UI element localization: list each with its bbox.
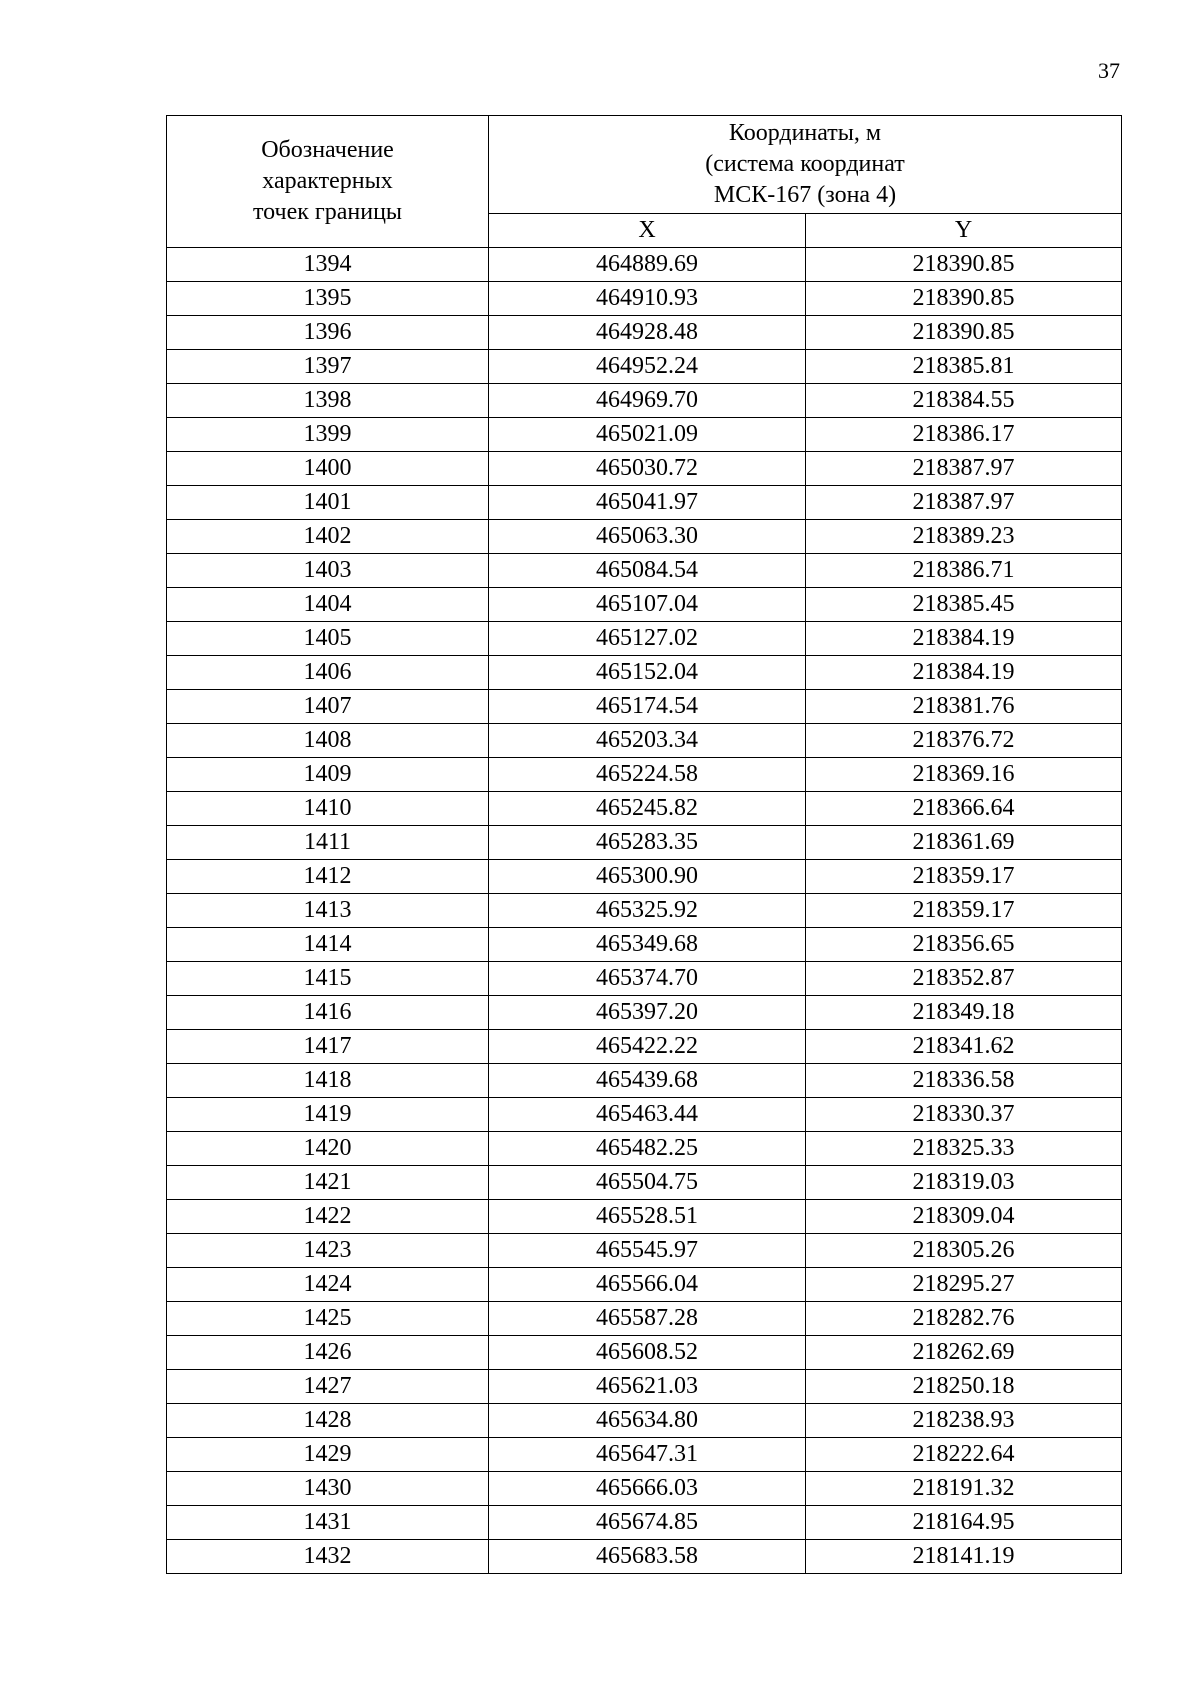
point-id-cell: 1410	[167, 792, 489, 826]
x-coordinate-cell: 465152.04	[489, 656, 806, 690]
point-id-cell: 1402	[167, 520, 489, 554]
designation-header	[167, 116, 489, 248]
y-coordinate-cell: 218359.17	[806, 894, 1122, 928]
point-id-cell: 1397	[167, 350, 489, 384]
point-id-cell: 1396	[167, 316, 489, 350]
point-id-cell: 1432	[167, 1540, 489, 1574]
x-coordinate-cell: 465325.92	[489, 894, 806, 928]
y-coordinate-cell: 218295.27	[806, 1268, 1122, 1302]
table-row	[167, 1200, 1122, 1234]
point-id-cell: 1421	[167, 1166, 489, 1200]
table-row	[167, 282, 1122, 316]
table-row	[167, 350, 1122, 384]
table-row	[167, 316, 1122, 350]
x-coordinate-cell: 465349.68	[489, 928, 806, 962]
y-coordinate-cell: 218387.97	[806, 486, 1122, 520]
y-coordinate-cell: 218366.64	[806, 792, 1122, 826]
designation-header-line: Обозначение	[261, 137, 394, 163]
coordinates-header-line: МСК-167 (зона 4)	[713, 182, 897, 208]
y-coordinate-cell: 218141.19	[806, 1540, 1122, 1574]
y-coordinate-cell: 218384.19	[806, 622, 1122, 656]
table-row	[167, 894, 1122, 928]
table-row	[167, 452, 1122, 486]
table-row	[167, 588, 1122, 622]
y-coordinate-cell: 218385.45	[806, 588, 1122, 622]
x-coordinate-cell: 465683.58	[489, 1540, 806, 1574]
point-id-cell: 1406	[167, 656, 489, 690]
y-coordinate-cell: 218250.18	[806, 1370, 1122, 1404]
y-coordinate-cell: 218309.04	[806, 1200, 1122, 1234]
point-id-cell: 1426	[167, 1336, 489, 1370]
y-column-header: Y	[806, 214, 1122, 248]
coordinates-table	[166, 115, 1122, 1574]
y-coordinate-cell: 218376.72	[806, 724, 1122, 758]
point-id-cell: 1418	[167, 1064, 489, 1098]
x-coordinate-cell: 465608.52	[489, 1336, 806, 1370]
table-row	[167, 1030, 1122, 1064]
table-row	[167, 1336, 1122, 1370]
y-coordinate-cell: 218222.64	[806, 1438, 1122, 1472]
point-id-cell: 1422	[167, 1200, 489, 1234]
point-id-cell: 1428	[167, 1404, 489, 1438]
table-row	[167, 826, 1122, 860]
designation-header-line: точек границы	[252, 199, 403, 225]
x-coordinate-cell: 465463.44	[489, 1098, 806, 1132]
table-row	[167, 486, 1122, 520]
x-coordinate-cell: 465545.97	[489, 1234, 806, 1268]
table-row	[167, 248, 1122, 282]
table-row	[167, 792, 1122, 826]
y-coordinate-cell: 218386.71	[806, 554, 1122, 588]
x-coordinate-cell: 465674.85	[489, 1506, 806, 1540]
y-coordinate-cell: 218282.76	[806, 1302, 1122, 1336]
x-coordinate-cell: 465621.03	[489, 1370, 806, 1404]
table-row	[167, 1064, 1122, 1098]
x-column-header: X	[489, 214, 806, 248]
table-row	[167, 758, 1122, 792]
x-coordinate-cell: 465283.35	[489, 826, 806, 860]
point-id-cell: 1395	[167, 282, 489, 316]
table-row	[167, 1234, 1122, 1268]
point-id-cell: 1423	[167, 1234, 489, 1268]
point-id-cell: 1401	[167, 486, 489, 520]
x-coordinate-cell: 464928.48	[489, 316, 806, 350]
y-coordinate-cell: 218361.69	[806, 826, 1122, 860]
point-id-cell: 1424	[167, 1268, 489, 1302]
x-coordinate-cell: 465666.03	[489, 1472, 806, 1506]
coordinates-header-line: Координаты, м	[728, 120, 882, 146]
x-coordinate-cell: 465482.25	[489, 1132, 806, 1166]
x-coordinate-cell: 464969.70	[489, 384, 806, 418]
x-coordinate-cell: 465245.82	[489, 792, 806, 826]
table-row	[167, 962, 1122, 996]
x-coordinate-cell: 465422.22	[489, 1030, 806, 1064]
y-coordinate-cell: 218349.18	[806, 996, 1122, 1030]
point-id-cell: 1430	[167, 1472, 489, 1506]
point-id-cell: 1431	[167, 1506, 489, 1540]
x-coordinate-cell: 465030.72	[489, 452, 806, 486]
point-id-cell: 1408	[167, 724, 489, 758]
y-coordinate-cell: 218387.97	[806, 452, 1122, 486]
point-id-cell: 1429	[167, 1438, 489, 1472]
point-id-cell: 1403	[167, 554, 489, 588]
point-id-cell: 1417	[167, 1030, 489, 1064]
y-coordinate-cell: 218381.76	[806, 690, 1122, 724]
point-id-cell: 1416	[167, 996, 489, 1030]
y-coordinate-cell: 218191.32	[806, 1472, 1122, 1506]
table-row	[167, 860, 1122, 894]
point-id-cell: 1399	[167, 418, 489, 452]
point-id-cell: 1420	[167, 1132, 489, 1166]
x-coordinate-cell: 465127.02	[489, 622, 806, 656]
table-row	[167, 1302, 1122, 1336]
table-body	[167, 248, 1122, 1574]
x-coordinate-cell: 465021.09	[489, 418, 806, 452]
point-id-cell: 1404	[167, 588, 489, 622]
y-coordinate-cell: 218389.23	[806, 520, 1122, 554]
point-id-cell: 1415	[167, 962, 489, 996]
table-row	[167, 1472, 1122, 1506]
y-coordinate-cell: 218390.85	[806, 248, 1122, 282]
x-coordinate-cell: 465587.28	[489, 1302, 806, 1336]
y-coordinate-cell: 218384.55	[806, 384, 1122, 418]
y-coordinate-cell: 218238.93	[806, 1404, 1122, 1438]
table-row	[167, 520, 1122, 554]
x-coordinate-cell: 465504.75	[489, 1166, 806, 1200]
table-row	[167, 996, 1122, 1030]
x-coordinate-cell: 465063.30	[489, 520, 806, 554]
table-header	[167, 116, 1122, 248]
y-coordinate-cell: 218164.95	[806, 1506, 1122, 1540]
table-row	[167, 1268, 1122, 1302]
x-coordinate-cell: 465300.90	[489, 860, 806, 894]
table-row	[167, 418, 1122, 452]
point-id-cell: 1425	[167, 1302, 489, 1336]
x-coordinate-cell: 465528.51	[489, 1200, 806, 1234]
table-row	[167, 1370, 1122, 1404]
y-coordinate-cell: 218336.58	[806, 1064, 1122, 1098]
table-row	[167, 1098, 1122, 1132]
y-coordinate-cell: 218325.33	[806, 1132, 1122, 1166]
x-coordinate-cell: 465174.54	[489, 690, 806, 724]
point-id-cell: 1427	[167, 1370, 489, 1404]
x-coordinate-cell: 465203.34	[489, 724, 806, 758]
point-id-cell: 1409	[167, 758, 489, 792]
y-coordinate-cell: 218386.17	[806, 418, 1122, 452]
table-row	[167, 622, 1122, 656]
x-coordinate-cell: 465084.54	[489, 554, 806, 588]
point-id-cell: 1414	[167, 928, 489, 962]
x-coordinate-cell: 465634.80	[489, 1404, 806, 1438]
y-coordinate-cell: 218390.85	[806, 316, 1122, 350]
point-id-cell: 1400	[167, 452, 489, 486]
x-coordinate-cell: 465041.97	[489, 486, 806, 520]
table-row	[167, 1132, 1122, 1166]
y-coordinate-cell: 218262.69	[806, 1336, 1122, 1370]
point-id-cell: 1407	[167, 690, 489, 724]
point-id-cell: 1419	[167, 1098, 489, 1132]
point-id-cell: 1405	[167, 622, 489, 656]
point-id-cell: 1411	[167, 826, 489, 860]
table-row	[167, 554, 1122, 588]
x-coordinate-cell: 465224.58	[489, 758, 806, 792]
y-coordinate-cell: 218385.81	[806, 350, 1122, 384]
x-coordinate-cell: 465107.04	[489, 588, 806, 622]
table-row	[167, 1166, 1122, 1200]
y-coordinate-cell: 218359.17	[806, 860, 1122, 894]
coordinates-header-line: (система координат	[705, 151, 905, 177]
x-coordinate-cell: 464889.69	[489, 248, 806, 282]
page-number: 37	[1098, 58, 1120, 83]
x-coordinate-cell: 465566.04	[489, 1268, 806, 1302]
point-id-cell: 1394	[167, 248, 489, 282]
y-coordinate-cell: 218352.87	[806, 962, 1122, 996]
x-coordinate-cell: 465439.68	[489, 1064, 806, 1098]
table-row	[167, 1404, 1122, 1438]
x-coordinate-cell: 464952.24	[489, 350, 806, 384]
x-coordinate-cell: 464910.93	[489, 282, 806, 316]
designation-header-line: характерных	[262, 168, 393, 194]
y-coordinate-cell: 218319.03	[806, 1166, 1122, 1200]
table-row	[167, 1438, 1122, 1472]
point-id-cell: 1413	[167, 894, 489, 928]
y-coordinate-cell: 218369.16	[806, 758, 1122, 792]
table-row	[167, 724, 1122, 758]
point-id-cell: 1412	[167, 860, 489, 894]
y-coordinate-cell: 218330.37	[806, 1098, 1122, 1132]
table-row	[167, 690, 1122, 724]
x-coordinate-cell: 465647.31	[489, 1438, 806, 1472]
x-coordinate-cell: 465374.70	[489, 962, 806, 996]
y-coordinate-cell: 218390.85	[806, 282, 1122, 316]
y-coordinate-cell: 218384.19	[806, 656, 1122, 690]
y-coordinate-cell: 218356.65	[806, 928, 1122, 962]
x-coordinate-cell: 465397.20	[489, 996, 806, 1030]
table-row	[167, 928, 1122, 962]
table-row	[167, 1540, 1122, 1574]
table-row	[167, 384, 1122, 418]
y-coordinate-cell: 218341.62	[806, 1030, 1122, 1064]
coordinates-header	[489, 116, 1122, 214]
y-coordinate-cell: 218305.26	[806, 1234, 1122, 1268]
table-row	[167, 656, 1122, 690]
header-row-top	[167, 116, 1122, 214]
point-id-cell: 1398	[167, 384, 489, 418]
table-row	[167, 1506, 1122, 1540]
